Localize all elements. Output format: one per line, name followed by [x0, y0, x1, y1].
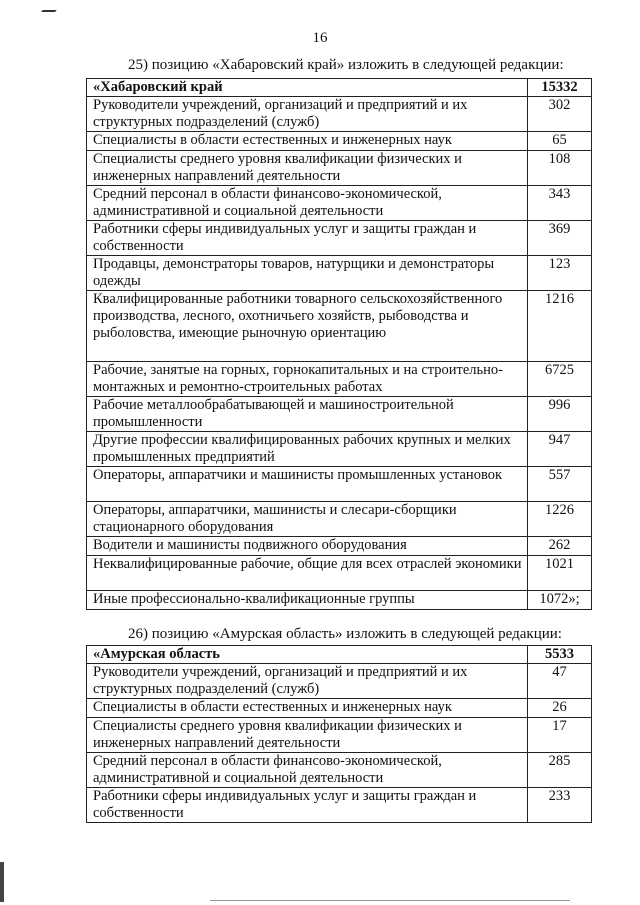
row-label: Руководители учреждений, организаций и предприятий и их структурных подразделений (служб)	[87, 97, 528, 132]
khabarovsk-table	[86, 78, 592, 610]
table-row	[87, 753, 592, 788]
row-value: 302	[528, 97, 592, 132]
table-row	[87, 432, 592, 467]
page-number: 16	[312, 30, 328, 46]
table-row	[87, 664, 592, 699]
row-value: 1072»;	[528, 591, 592, 610]
row-label: Неквалифицированные рабочие, общие для всех отраслей экономики	[87, 556, 528, 591]
table-row	[87, 132, 592, 151]
scan-artifact	[29, 10, 56, 26]
row-value: 996	[528, 397, 592, 432]
row-label: Средний персонал в области финансово-экономической, административной и социальной деятельности	[87, 186, 528, 221]
row-label: Специалисты среднего уровня квалификации физических и инженерных направлений деятельности	[87, 151, 528, 186]
row-label: Специалисты в области естественных и инженерных наук	[87, 699, 528, 718]
row-value: 557	[528, 467, 592, 502]
row-label: Работники сферы индивидуальных услуг и защиты граждан и собственности	[87, 221, 528, 256]
row-value: 262	[528, 537, 592, 556]
row-value: 108	[528, 151, 592, 186]
table-row	[87, 291, 592, 362]
scan-artifact	[210, 900, 570, 901]
amur-table	[86, 645, 592, 823]
row-value: 369	[528, 221, 592, 256]
region-total: 5533	[528, 646, 592, 664]
table-row	[87, 788, 592, 823]
table-row	[87, 97, 592, 132]
table-row	[87, 467, 592, 502]
row-label: Другие профессии квалифицированных рабочих крупных и мелких промышленных предприятий	[87, 432, 528, 467]
row-value: 233	[528, 788, 592, 823]
table-row	[87, 718, 592, 753]
row-value: 343	[528, 186, 592, 221]
row-label: Руководители учреждений, организаций и предприятий и их структурных подразделений (служб)	[87, 664, 528, 699]
table-row	[87, 151, 592, 186]
row-value: 123	[528, 256, 592, 291]
row-value: 285	[528, 753, 592, 788]
row-value: 47	[528, 664, 592, 699]
row-label: Операторы, аппаратчики, машинисты и слесари-сборщики стационарного оборудования	[87, 502, 528, 537]
row-label: Специалисты в области естественных и инженерных наук	[87, 132, 528, 151]
region-name: «Амурская область	[87, 646, 528, 664]
row-value: 1216	[528, 291, 592, 362]
table-row	[87, 591, 592, 610]
row-value: 1226	[528, 502, 592, 537]
row-label: Квалифицированные работники товарного сельскохозяйственного производства, лесного, охотничьего хозяйств, рыбоводства и рыболовства, имеющие рыночную ориентацию	[87, 291, 528, 362]
table-row	[87, 699, 592, 718]
table-header-row	[87, 79, 592, 97]
table-row	[87, 256, 592, 291]
row-value: 947	[528, 432, 592, 467]
row-value: 17	[528, 718, 592, 753]
table-row	[87, 221, 592, 256]
row-label: Операторы, аппаратчики и машинисты промышленных установок	[87, 467, 528, 502]
row-label: Рабочие металлообрабатывающей и машиностроительной промышленности	[87, 397, 528, 432]
row-label: Специалисты среднего уровня квалификации физических и инженерных направлений деятельности	[87, 718, 528, 753]
row-label: Работники сферы индивидуальных услуг и защиты граждан и собственности	[87, 788, 528, 823]
section-title-25: 25) позицию «Хабаровский край» изложить в следующей редакции:	[128, 57, 564, 73]
region-name: «Хабаровский край	[87, 79, 528, 97]
section-title-26: 26) позицию «Амурская область» изложить в следующей редакции:	[128, 626, 562, 642]
table-row	[87, 397, 592, 432]
table-row	[87, 502, 592, 537]
row-label: Продавцы, демонстраторы товаров, натурщики и демонстраторы одежды	[87, 256, 528, 291]
row-value: 6725	[528, 362, 592, 397]
scan-artifact	[0, 862, 4, 902]
table-row	[87, 362, 592, 397]
table-row	[87, 537, 592, 556]
table-row	[87, 186, 592, 221]
row-label: Водители и машинисты подвижного оборудования	[87, 537, 528, 556]
row-value: 26	[528, 699, 592, 718]
row-label: Иные профессионально-квалификационные группы	[87, 591, 528, 610]
row-label: Рабочие, занятые на горных, горнокапитальных и на строительно-монтажных и ремонтно-строительных работах	[87, 362, 528, 397]
region-total: 15332	[528, 79, 592, 97]
table-row	[87, 556, 592, 591]
row-value: 65	[528, 132, 592, 151]
row-value: 1021	[528, 556, 592, 591]
row-label: Средний персонал в области финансово-экономической, административной и социальной деятельности	[87, 753, 528, 788]
table-header-row	[87, 646, 592, 664]
